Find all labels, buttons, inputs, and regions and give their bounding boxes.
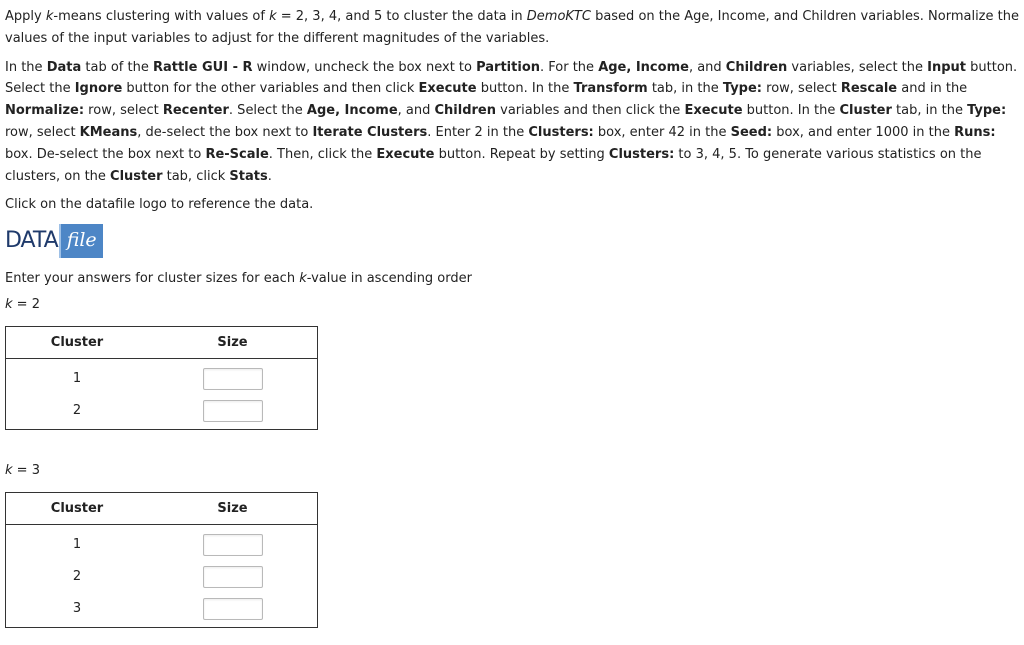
reference-text: Click on the datafile logo to reference the data. xyxy=(5,197,314,213)
instruction-keyword: Normalize: xyxy=(5,103,85,119)
table-row xyxy=(6,593,318,628)
k2-size-input-2[interactable] xyxy=(203,400,263,422)
instruction-text: . Enter 2 in the xyxy=(427,124,529,140)
k3-cluster-number: 1 xyxy=(72,537,82,553)
intro-text-1: Apply xyxy=(5,9,46,24)
instruction-text: . Then, click the xyxy=(268,146,377,162)
intro-k-symbol: k xyxy=(269,9,277,24)
instruction-text: tab, in the xyxy=(891,103,968,119)
k3-cluster-number: 2 xyxy=(72,569,82,585)
k3-size-input-3[interactable] xyxy=(203,598,263,620)
k2-section xyxy=(5,294,1019,430)
instruction-keyword: Stats xyxy=(229,168,268,184)
k3-cluster-table xyxy=(5,492,318,628)
instruction-keyword: Data xyxy=(46,59,82,75)
datafile-logo[interactable] xyxy=(5,224,1019,258)
instruction-keyword: Execute xyxy=(684,103,743,119)
instruction-text: . For the xyxy=(540,59,599,75)
answer-prompt xyxy=(5,268,1019,290)
instruction-text: and in the xyxy=(897,81,968,97)
k3-section xyxy=(5,460,1019,628)
prompt-text-before: Enter your answers for cluster sizes for each xyxy=(5,271,300,287)
instruction-text: button. In the xyxy=(476,81,574,97)
k3-label-value: = 3 xyxy=(12,462,40,478)
instruction-text: button. In the xyxy=(742,103,840,119)
instruction-keyword: Clusters: xyxy=(608,146,675,162)
k2-header-size: Size xyxy=(148,326,318,358)
instruction-text: In the xyxy=(5,59,47,75)
k3-header-size: Size xyxy=(148,492,318,524)
instruction-text: row, select xyxy=(5,124,80,140)
k3-header-cluster: Cluster xyxy=(6,492,149,524)
instruction-text: box, and enter 1000 in the xyxy=(772,124,955,140)
k2-label xyxy=(5,294,1019,316)
instruction-keyword: Transform xyxy=(573,81,648,97)
k2-header-cluster: Cluster xyxy=(6,326,149,358)
k2-label-k: k xyxy=(5,296,13,312)
instructions-paragraph xyxy=(5,57,1019,188)
k2-size-cell xyxy=(148,358,318,395)
instruction-text: button for the other variables and then click xyxy=(122,81,419,97)
instruction-text: variables, select the xyxy=(787,59,928,75)
instruction-text: . Select the xyxy=(228,103,307,119)
instruction-text: window, uncheck the box next to xyxy=(252,59,477,75)
datafile-logo-file: file xyxy=(59,224,103,258)
instruction-text: button. Select the xyxy=(5,59,1018,97)
instruction-text: tab, in the xyxy=(647,81,723,97)
k3-label xyxy=(5,460,1019,482)
instruction-text: box. De-select the box next to xyxy=(5,146,206,162)
instruction-keyword: Clusters: xyxy=(528,124,594,140)
instruction-keyword: Re-Scale xyxy=(205,146,269,162)
k2-cluster-number: 2 xyxy=(72,403,82,419)
instruction-text: . xyxy=(267,168,272,184)
instruction-text: to 3, 4, 5. To generate various statistics on the clusters, on the xyxy=(5,146,982,184)
prompt-text-after: -value in ascending order xyxy=(306,271,472,287)
instruction-keyword: Rescale xyxy=(840,81,898,97)
instruction-keyword: Children xyxy=(434,103,496,119)
table-row xyxy=(6,561,318,593)
instruction-text: tab, click xyxy=(162,168,230,184)
instruction-text: row, select xyxy=(84,103,163,119)
datafile-logo-data: DATA xyxy=(5,228,58,254)
instruction-keyword: KMeans xyxy=(79,124,138,140)
instruction-keyword: Children xyxy=(725,59,788,75)
k2-size-input-1[interactable] xyxy=(203,368,263,390)
instruction-keyword: Age, Income xyxy=(598,59,689,75)
instruction-text: , and xyxy=(397,103,435,119)
table-row xyxy=(6,395,318,430)
k3-size-input-2[interactable] xyxy=(203,566,263,588)
instruction-keyword: Seed: xyxy=(730,124,773,140)
intro-paragraph xyxy=(5,6,1019,50)
k2-size-cell xyxy=(148,395,318,430)
instruction-keyword: Input xyxy=(927,59,967,75)
k3-size-input-1[interactable] xyxy=(203,534,263,556)
instruction-keyword: Ignore xyxy=(74,81,123,97)
instruction-text: , de-select the box next to xyxy=(137,124,313,140)
instruction-keyword: Age, Income xyxy=(306,103,398,119)
k2-label-value: = 2 xyxy=(12,296,40,312)
k2-cluster-table xyxy=(5,326,318,430)
k3-label-k: k xyxy=(5,462,13,478)
instruction-text: box, enter 42 in the xyxy=(593,124,731,140)
instruction-text: tab of the xyxy=(81,59,153,75)
k3-size-cell xyxy=(148,524,318,561)
intro-text-4: based on the Age, Income, and Children variables. Normalize the values of the input variables to adjust for the different magnitudes of the variables. xyxy=(5,9,1019,46)
instruction-keyword: Rattle GUI - R xyxy=(152,59,253,75)
instruction-keyword: Execute xyxy=(418,81,477,97)
instruction-text: , and xyxy=(688,59,726,75)
k3-size-cell xyxy=(148,561,318,593)
intro-k-word: k xyxy=(45,9,54,24)
instruction-keyword: Type: xyxy=(967,103,1007,119)
intro-text-2: -means clustering with values of xyxy=(53,9,270,24)
instruction-keyword: Iterate Clusters xyxy=(312,124,428,140)
instruction-keyword: Cluster xyxy=(110,168,163,184)
instruction-text: button. Repeat by setting xyxy=(434,146,609,162)
instruction-keyword: Execute xyxy=(376,146,435,162)
prompt-k: k xyxy=(299,271,307,287)
k3-size-cell xyxy=(148,593,318,628)
dataset-name: DemoKTC xyxy=(526,9,591,24)
table-row xyxy=(6,524,318,561)
instruction-text: row, select xyxy=(762,81,841,97)
instruction-keyword: Partition xyxy=(476,59,540,75)
instruction-keyword: Type: xyxy=(722,81,762,97)
k2-cluster-number: 1 xyxy=(72,371,82,387)
instruction-text: variables and then click the xyxy=(496,103,685,119)
k3-cluster-number: 3 xyxy=(72,601,82,617)
instruction-keyword: Runs: xyxy=(954,124,996,140)
instruction-keyword: Recenter xyxy=(162,103,229,119)
intro-text-3: = 2, 3, 4, and 5 to cluster the data in xyxy=(276,9,527,24)
table-row xyxy=(6,358,318,395)
instruction-keyword: Cluster xyxy=(839,103,892,119)
